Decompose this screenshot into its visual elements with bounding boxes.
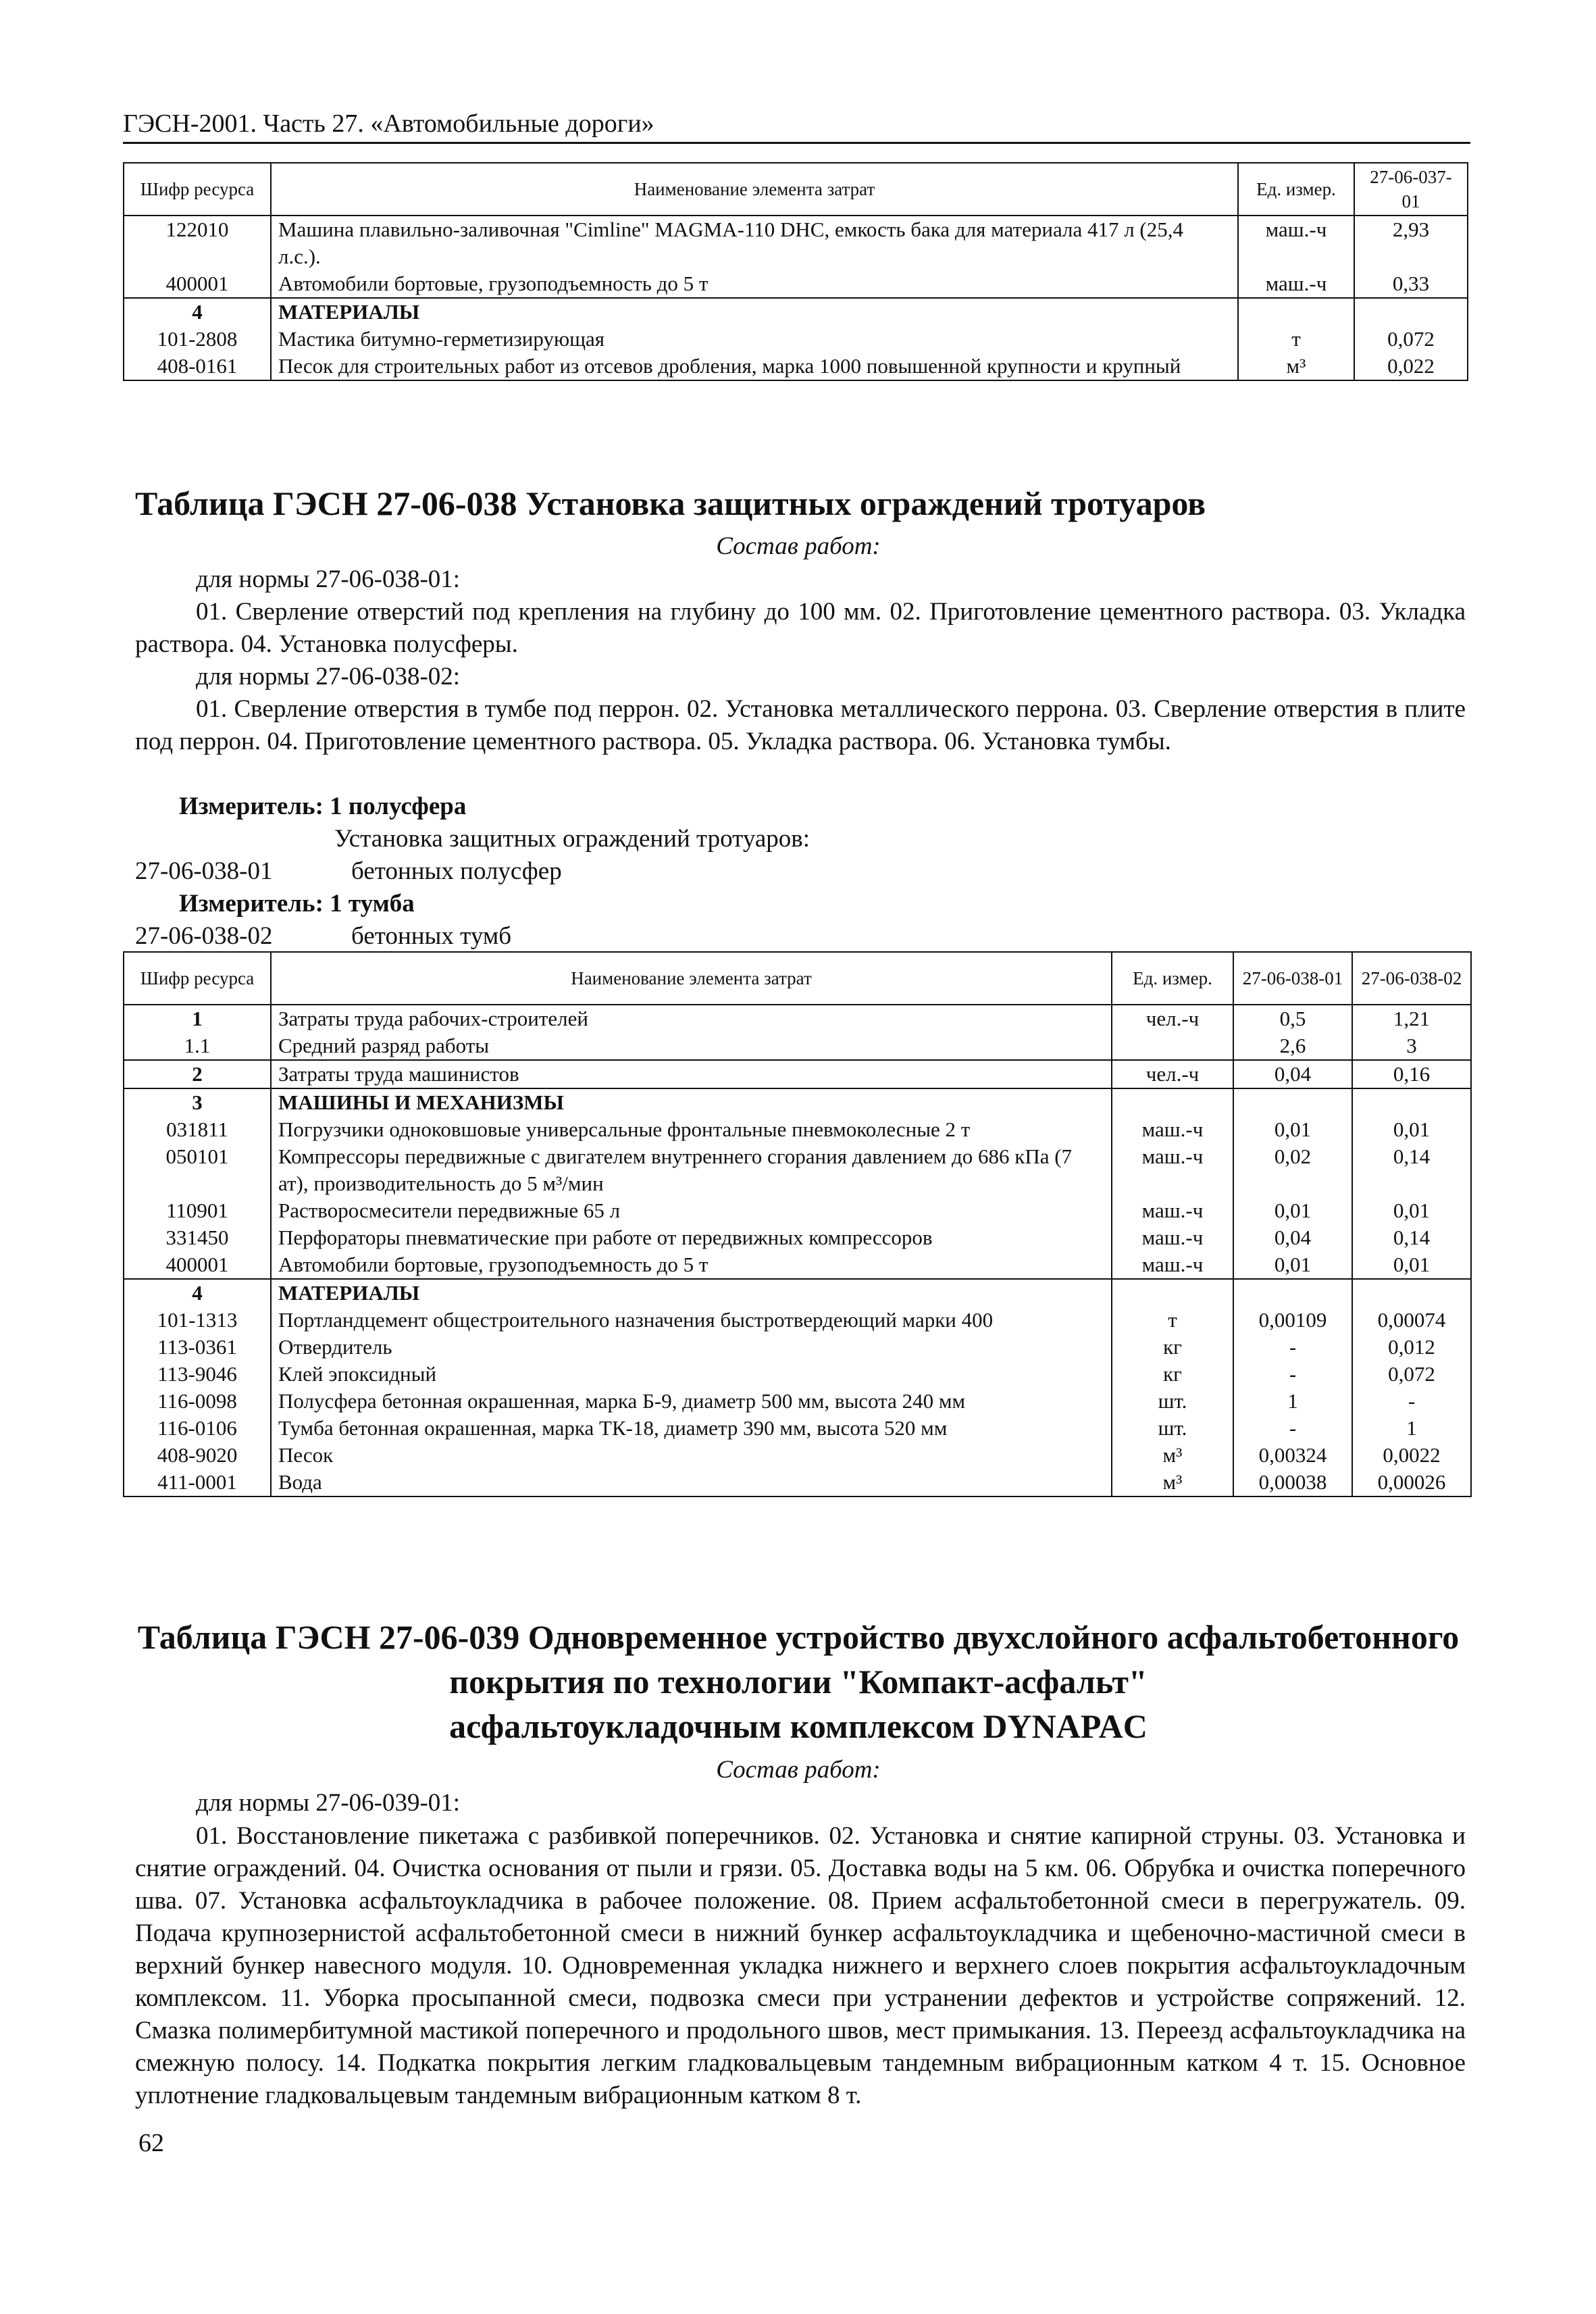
- table-cell: Отвердитель: [271, 1334, 1112, 1361]
- table-cell: Песок для строительных работ из отсевов дробления, марка 1000 повышенной крупности и крупный: [271, 353, 1238, 380]
- table-row: [124, 1307, 1471, 1334]
- table-cell: 0,14: [1352, 1143, 1471, 1197]
- table-cell: Портландцемент общестроительного назначения быстротвердеющий марки 400: [271, 1307, 1112, 1334]
- table-cell: Полусфера бетонная окрашенная, марка Б-9, диаметр 500 мм, высота 240 мм: [271, 1388, 1112, 1415]
- table-cell: 1: [1233, 1388, 1352, 1415]
- table-cell: [1354, 298, 1468, 326]
- table-cell: -: [1233, 1334, 1352, 1361]
- table-cell: 3: [124, 1088, 271, 1116]
- table-cell: [1233, 1088, 1352, 1116]
- table-cell: маш.-ч: [1112, 1197, 1233, 1224]
- table-cell: 400001: [124, 270, 271, 298]
- table-cell: 0,01: [1352, 1197, 1471, 1224]
- table-row: [124, 1388, 1471, 1415]
- table-row: [124, 1361, 1471, 1388]
- table-cell: маш.-ч: [1238, 216, 1354, 270]
- table-row: [124, 1251, 1471, 1279]
- table-cell: [1352, 1279, 1471, 1307]
- table-cell: маш.-ч: [1112, 1116, 1233, 1143]
- col-header-unit: Ед. измер.: [1238, 163, 1354, 216]
- table-cell: 0,16: [1352, 1060, 1471, 1088]
- table-row: [124, 1415, 1471, 1442]
- text-line: 01. Сверление отверстия в тумбе под перрон. 02. Установка металлического перрона. 03. Сверление отверстия в плите под перрон. 04. Приготовление цементного раствора. 05. Укладка раствора. 06. Установка тумбы.: [135, 695, 1466, 755]
- table-cell: Тумба бетонная окрашенная, марка ТК-18, диаметр 390 мм, высота 520 мм: [271, 1415, 1112, 1442]
- table-cell: Автомобили бортовые, грузоподъемность до 5 т: [271, 1251, 1112, 1279]
- table-cell: Вода: [271, 1469, 1112, 1496]
- table-cell: Компрессоры передвижные с двигателем внутреннего сгорания давлением до 686 кПа (7 ат), производительность до 5 м³/мин: [271, 1143, 1112, 1197]
- table-cell: 3: [1352, 1032, 1471, 1060]
- table-cell: м³: [1112, 1469, 1233, 1496]
- table-cell: 101-1313: [124, 1307, 271, 1334]
- table-cell: 1: [124, 1005, 271, 1032]
- norm-code: 27-06-038-02: [135, 922, 273, 950]
- text-line: покрытия по технологии "Компакт-асфальт": [449, 1663, 1148, 1701]
- table-cell: 050101: [124, 1143, 271, 1197]
- work-composition-label: Состав работ:: [716, 532, 881, 560]
- table-cell: шт.: [1112, 1388, 1233, 1415]
- table-cell: 0,00324: [1233, 1442, 1352, 1469]
- table-row: [124, 1088, 1471, 1116]
- table-cell: 0,012: [1352, 1334, 1471, 1361]
- work-description: [135, 1820, 1466, 2112]
- norm-code: 27-06-038-01: [135, 857, 273, 885]
- table-row: [124, 1442, 1471, 1469]
- table-cell: 0,00026: [1352, 1469, 1471, 1496]
- table-cell: 408-9020: [124, 1442, 271, 1469]
- table-cell: [1112, 1032, 1233, 1060]
- table-cell: 1: [1352, 1415, 1471, 1442]
- table-cell: 2: [124, 1060, 271, 1088]
- table-cell: 122010: [124, 216, 271, 270]
- table-cell: 2,6: [1233, 1032, 1352, 1060]
- table-cell: Затраты труда машинистов: [271, 1060, 1112, 1088]
- table-cell: 411-0001: [124, 1469, 271, 1496]
- work-description: [135, 693, 1466, 758]
- table-cell: 113-9046: [124, 1361, 271, 1388]
- table-cell: -: [1233, 1361, 1352, 1388]
- table-cell: 1,21: [1352, 1005, 1471, 1032]
- table-row: [124, 1279, 1471, 1307]
- table-row: [124, 1334, 1471, 1361]
- table-cell: [1112, 1279, 1233, 1307]
- norm-label: для нормы 27-06-039-01:: [196, 1789, 461, 1817]
- table-cell: 0,00074: [1352, 1307, 1471, 1334]
- text-line: Таблица ГЭСН 27-06-039 Одновременное устройство двухслойного асфальтобетонного: [137, 1618, 1460, 1656]
- table-row: [124, 1224, 1471, 1251]
- norm-code-text: бетонных полусфер: [351, 857, 562, 885]
- table-cell: м³: [1112, 1442, 1233, 1469]
- col-header-name: Наименование элемента затрат: [271, 952, 1112, 1005]
- table-cell: кг: [1112, 1361, 1233, 1388]
- table-cell: 0,00038: [1233, 1469, 1352, 1496]
- work-composition-label: Состав работ:: [716, 1756, 881, 1784]
- table-cell: [1233, 1279, 1352, 1307]
- col-header-unit: Ед. измер.: [1112, 952, 1233, 1005]
- table-cell: маш.-ч: [1112, 1251, 1233, 1279]
- table-cell: 116-0106: [124, 1415, 271, 1442]
- table-cell: 031811: [124, 1116, 271, 1143]
- table-cell: чел.-ч: [1112, 1005, 1233, 1032]
- table-cell: 0,04: [1233, 1060, 1352, 1088]
- table-cell: 331450: [124, 1224, 271, 1251]
- col-header-norm-02: 27-06-038-02: [1352, 952, 1471, 1005]
- table-cell: 0,5: [1233, 1005, 1352, 1032]
- table-cell: -: [1352, 1388, 1471, 1415]
- text-line: асфальтоукладочным комплексом DYNAPAC: [449, 1707, 1148, 1745]
- table-row: [124, 270, 1468, 298]
- table-cell: Машина плавильно-заливочная "Cimline" MAGMA-110 DHC, емкость бака для материала 417 л (25,4 л.с.).: [271, 216, 1238, 270]
- meter-label: Измеритель: 1 полусфера: [179, 793, 467, 820]
- table-cell: Средний разряд работы: [271, 1032, 1112, 1060]
- table-cell: 0,01: [1233, 1116, 1352, 1143]
- table-cell: т: [1238, 326, 1354, 353]
- table-cell: Мастика битумно-герметизирующая: [271, 326, 1238, 353]
- table-cell: [1238, 298, 1354, 326]
- table-cell: МАШИНЫ И МЕХАНИЗМЫ: [271, 1088, 1112, 1116]
- table-cell: Перфораторы пневматические при работе от передвижных компрессоров: [271, 1224, 1112, 1251]
- table-cell: чел.-ч: [1112, 1060, 1233, 1088]
- table-cell: 0,072: [1352, 1361, 1471, 1388]
- table-cell: 0,01: [1233, 1197, 1352, 1224]
- table-cell: 0,072: [1354, 326, 1468, 353]
- table-cell: 4: [124, 1279, 271, 1307]
- col-header-norm: 27-06-037-01: [1354, 163, 1468, 216]
- table-cell: -: [1233, 1415, 1352, 1442]
- norm-label: для нормы 27-06-038-02:: [196, 663, 461, 690]
- col-header-code: Шифр ресурса: [124, 163, 271, 216]
- table-cell: МАТЕРИАЛЫ: [271, 298, 1238, 326]
- section-title-038: Таблица ГЭСН 27-06-038 Установка защитных ограждений тротуаров: [135, 484, 1206, 522]
- table-27-06-038: [123, 951, 1472, 1497]
- table-cell: [1352, 1088, 1471, 1116]
- table-cell: 0,33: [1354, 270, 1468, 298]
- table-cell: Растворосмесители передвижные 65 л: [271, 1197, 1112, 1224]
- install-caption: Установка защитных ограждений тротуаров:: [334, 825, 810, 853]
- table-row: [124, 326, 1468, 353]
- meter-label: Измеритель: 1 тумба: [179, 890, 415, 917]
- text-line: 01. Восстановление пикетажа с разбивкой поперечников. 02. Установка и снятие капирной струны. 03. Установка и снятие ограждений. 04. Очистка основания от пыли и грязи. 05. Доставка воды на 5 км. 06. Обрубка и очистка поперечного шва. 07. Установка асфальтоукладчика в рабочее положение. 08. Прием асфальтобетонной смеси в перегружатель. 09. Подача крупнозернистой асфальтобетонной смеси в нижний бункер асфальтоукладчика и щебеночно-мастичной смеси в верхний бункер навесного модуля. 10. Одновременная укладка нижнего и верхнего слоев покрытия асфальтоукладочным комплексом. 11. Уборка просыпанной смеси, подвозка смеси при устранении дефектов и устройстве сопряжений. 12. Смазка полимербитумной мастикой поперечного и продольного швов, мест примыкания. 13. Переезд асфальтоукладчика на смежную полосу. 14. Подкатка покрытия легким гладковальцевым тандемным вибрационным катком 4 т. 15. Основное уплотнение гладковальцевым тандемным вибрационным катком 8 т.: [135, 1822, 1466, 2109]
- table-27-06-037: [123, 162, 1468, 381]
- text-line: 01. Сверление отверстий под крепления на глубину до 100 мм. 02. Приготовление цементного раствора. 03. Укладка раствора. 04. Установка полусферы.: [135, 598, 1466, 658]
- table-cell: Погрузчики одноковшовые универсальные фронтальные пневмоколесные 2 т: [271, 1116, 1112, 1143]
- table-cell: 0,01: [1352, 1116, 1471, 1143]
- table-row: [124, 1060, 1471, 1088]
- col-header-norm-01: 27-06-038-01: [1233, 952, 1352, 1005]
- table-cell: маш.-ч: [1238, 270, 1354, 298]
- table-cell: 1.1: [124, 1032, 271, 1060]
- table-cell: 0,00109: [1233, 1307, 1352, 1334]
- table-cell: шт.: [1112, 1415, 1233, 1442]
- table-row: [124, 1032, 1471, 1060]
- table-cell: м³: [1238, 353, 1354, 380]
- table-cell: 2,93: [1354, 216, 1468, 270]
- table-row: [124, 1143, 1471, 1197]
- table-cell: 0,0022: [1352, 1442, 1471, 1469]
- col-header-code: Шифр ресурса: [124, 952, 271, 1005]
- table-row: [124, 298, 1468, 326]
- page-number: 62: [138, 2129, 164, 2157]
- table-cell: Клей эпоксидный: [271, 1361, 1112, 1388]
- table-cell: 0,14: [1352, 1224, 1471, 1251]
- table-cell: т: [1112, 1307, 1233, 1334]
- table-cell: 0,022: [1354, 353, 1468, 380]
- table-row: [124, 1116, 1471, 1143]
- table-cell: 110901: [124, 1197, 271, 1224]
- table-cell: маш.-ч: [1112, 1224, 1233, 1251]
- table-row: [124, 1197, 1471, 1224]
- table-cell: 408-0161: [124, 353, 271, 380]
- table-cell: МАТЕРИАЛЫ: [271, 1279, 1112, 1307]
- table-cell: [1112, 1088, 1233, 1116]
- table-row: [124, 1005, 1471, 1032]
- table-cell: 400001: [124, 1251, 271, 1279]
- table-row: [124, 353, 1468, 380]
- work-description: [135, 596, 1466, 661]
- table-cell: 113-0361: [124, 1334, 271, 1361]
- table-cell: Автомобили бортовые, грузоподъемность до 5 т: [271, 270, 1238, 298]
- table-row: [124, 216, 1468, 270]
- table-cell: 116-0098: [124, 1388, 271, 1415]
- table-cell: Песок: [271, 1442, 1112, 1469]
- table-cell: 0,01: [1233, 1251, 1352, 1279]
- table-cell: 0,02: [1233, 1143, 1352, 1197]
- section-title-039: [123, 1615, 1474, 1749]
- running-header: ГЭСН-2001. Часть 27. «Автомобильные дороги»: [123, 108, 1470, 144]
- table-cell: маш.-ч: [1112, 1143, 1233, 1197]
- table-cell: 0,01: [1352, 1251, 1471, 1279]
- norm-code-text: бетонных тумб: [351, 922, 512, 950]
- table-cell: 0,04: [1233, 1224, 1352, 1251]
- table-cell: Затраты труда рабочих-строителей: [271, 1005, 1112, 1032]
- table-row: [124, 1469, 1471, 1496]
- table-cell: 4: [124, 298, 271, 326]
- table-cell: кг: [1112, 1334, 1233, 1361]
- col-header-name: Наименование элемента затрат: [271, 163, 1238, 216]
- table-cell: 101-2808: [124, 326, 271, 353]
- norm-label: для нормы 27-06-038-01:: [196, 565, 461, 593]
